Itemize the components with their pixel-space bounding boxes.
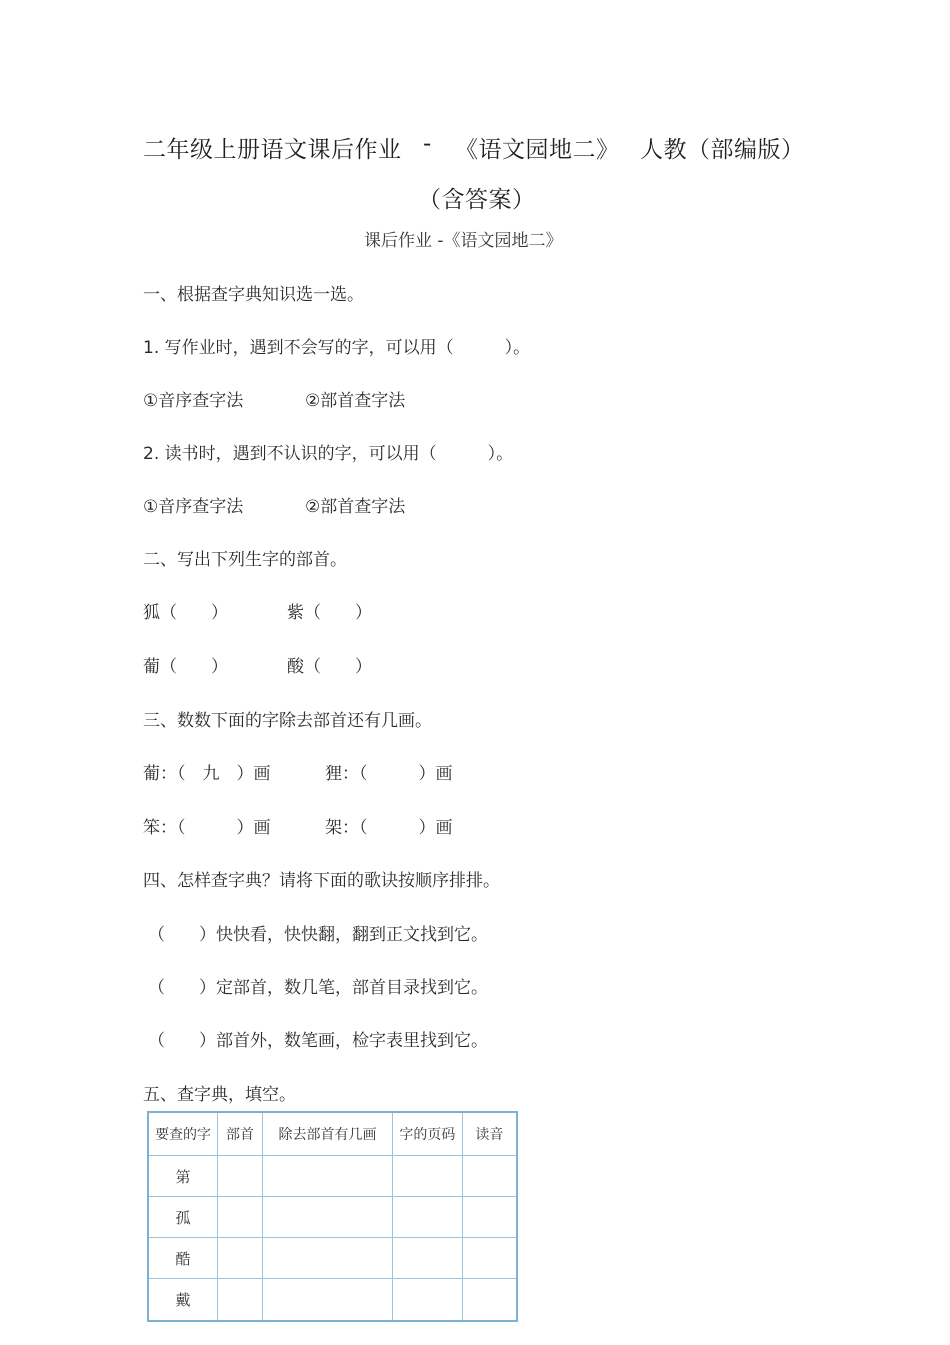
section3-item-3: 笨：（ ）画 (143, 818, 271, 838)
table-row (148, 1197, 517, 1238)
table-cell-blank (262, 1238, 392, 1279)
table-header-cell: 部首 (218, 1112, 263, 1156)
table-header-cell: 除去部首有几画 (262, 1112, 392, 1156)
section5-heading: 五、查字典，填空。 (143, 1085, 296, 1105)
table-cell-blank (393, 1238, 463, 1279)
table-header-row (148, 1112, 517, 1156)
section2-heading: 二、写出下列生字的部首。 (143, 550, 347, 570)
table-cell-char: 孤 (148, 1197, 218, 1238)
table-header-cell: 字的页码 (393, 1112, 463, 1156)
title-part3: 人教（部编版） (640, 137, 805, 163)
section1-question2: 2. 读书时，遇到不认识的字，可以用（ ）。 (143, 444, 514, 464)
table-cell-blank (462, 1197, 517, 1238)
table-header-cell: 要查的字 (148, 1112, 218, 1156)
table-cell-blank (262, 1279, 392, 1321)
section3-item-2: 狸：（ ）画 (325, 764, 453, 784)
section1-heading: 一、根据查字典知识选一选。 (143, 285, 364, 305)
section1-question1: 1. 写作业时，遇到不会写的字，可以用（ ）。 (143, 338, 531, 358)
table-cell-blank (262, 1197, 392, 1238)
table-cell-blank (462, 1238, 517, 1279)
table-header-cell: 读音 (462, 1112, 517, 1156)
section2-item-3: 葡（ ） (143, 657, 228, 677)
section4-line-2: （ ）定部首，数几笔，部首目录找到它。 (148, 978, 488, 998)
table-cell-blank (218, 1156, 263, 1197)
title-part1: 二年级上册语文课后作业 (143, 137, 402, 163)
table-cell-blank (393, 1279, 463, 1321)
table-cell-blank (218, 1279, 263, 1321)
table-row (148, 1279, 517, 1321)
section2-item-1: 狐（ ） (143, 603, 228, 623)
section2-item-2: 紫（ ） (287, 603, 372, 623)
section4-line-3: （ ）部首外，数笔画，检字表里找到它。 (148, 1031, 488, 1051)
section4-heading: 四、怎样查字典？请将下面的歌诀按顺序排排。 (143, 871, 500, 891)
lookup-table (147, 1111, 518, 1322)
section3-heading: 三、数数下面的字除去部首还有几画。 (143, 711, 432, 731)
table-cell-blank (262, 1156, 392, 1197)
title-line2: （含答案） (418, 187, 536, 213)
table-cell-blank (462, 1156, 517, 1197)
table-cell-blank (462, 1279, 517, 1321)
section1-q1-option-b: ②部首查字法 (305, 391, 406, 411)
table-cell-blank (218, 1197, 263, 1238)
title-part2: 《语文园地二》 (455, 137, 620, 163)
table-cell-char: 第 (148, 1156, 218, 1197)
table-cell-blank (393, 1156, 463, 1197)
section1-q1-option-a: ①音序查字法 (143, 391, 244, 411)
page-subtitle: 课后作业 -《语文园地二》 (364, 231, 563, 251)
section2-item-4: 酸（ ） (287, 657, 372, 677)
section1-q2-option-a: ①音序查字法 (143, 497, 244, 517)
title-dash: - (423, 131, 432, 157)
section3-item-1: 葡：（ 九 ）画 (143, 764, 271, 784)
table-cell-blank (393, 1197, 463, 1238)
section3-item-4: 架：（ ）画 (325, 818, 453, 838)
table-cell-blank (218, 1238, 263, 1279)
section1-q2-option-b: ②部首查字法 (305, 497, 406, 517)
table-row (148, 1238, 517, 1279)
table-cell-char: 戴 (148, 1279, 218, 1321)
table-cell-char: 酷 (148, 1238, 218, 1279)
table-row (148, 1156, 517, 1197)
section4-line-1: （ ）快快看，快快翻，翻到正文找到它。 (148, 925, 488, 945)
